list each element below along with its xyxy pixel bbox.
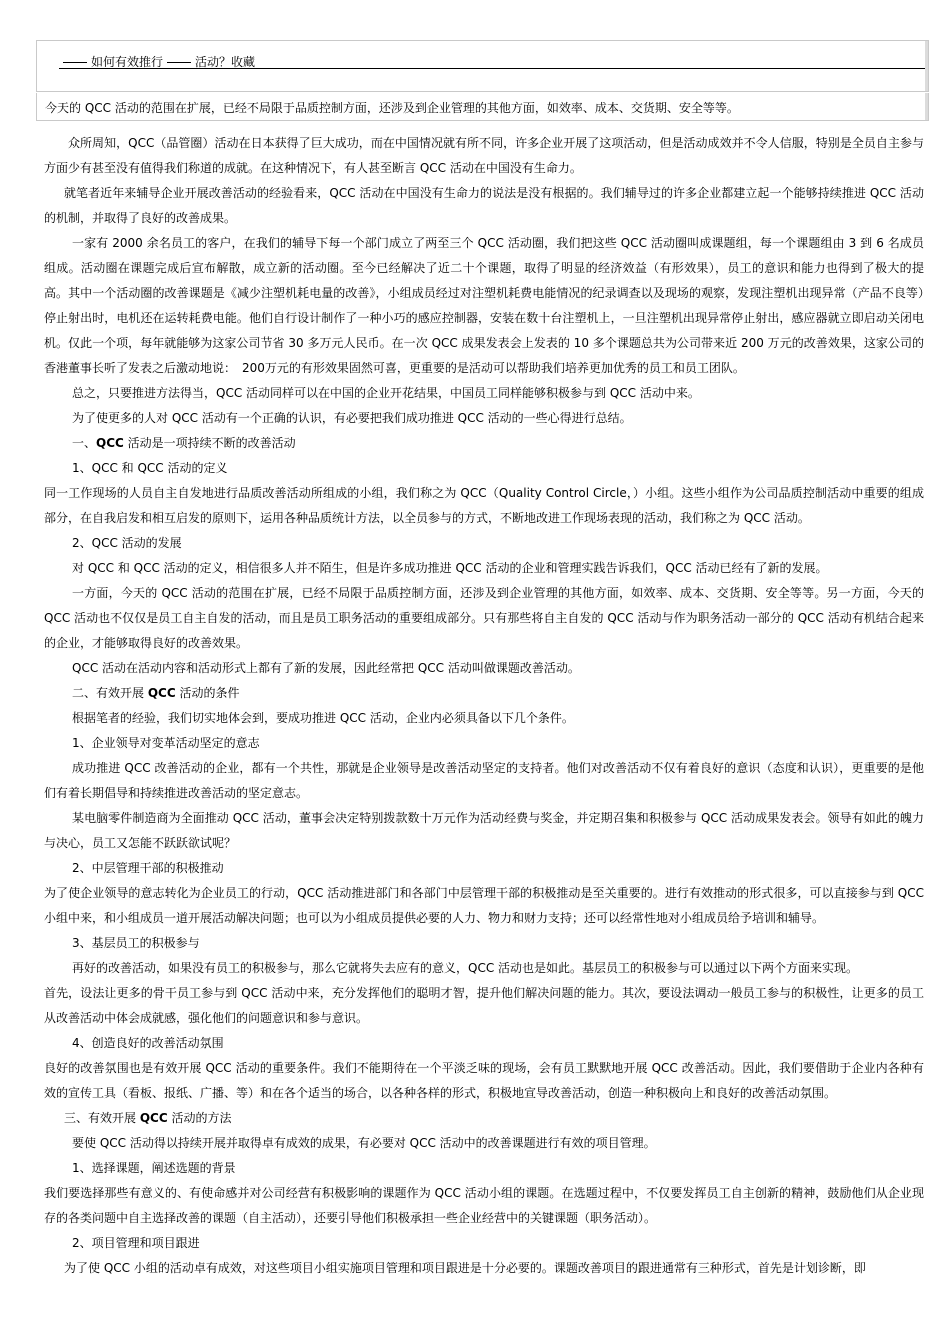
paragraph: 首先，设法让更多的骨干员工参与到 QCC 活动中来，充分发挥他们的聪明才智，提升他们解决问题的能力。其次，要设法调动一般员工参与的积极性，让更多的员工从改善活动中体会成就感，强化他们的问题意识和参与意识。 (44, 986, 924, 1025)
paragraph: 就笔者近年来辅导企业开展改善活动的经验看来，QCC 活动在中国没有生命力的说法是没有根据的。我们辅导过的许多企业都建立起一个能够持续推进 QCC 活动的机制，并取得了良好的改善成果。 (44, 186, 924, 225)
title-part2: 活动？收藏 (195, 55, 256, 69)
scroll-edge (925, 41, 928, 91)
subheading: 3、基层员工的积极参与 (72, 936, 200, 950)
subheading: 4、创造良好的改善活动氛围 (72, 1036, 224, 1050)
subheading: 1、企业领导对变革活动坚定的意志 (72, 736, 260, 750)
subheading: 2、QCC 活动的发展 (72, 536, 182, 550)
paragraph: 众所周知，QCC（品管圈）活动在日本获得了巨大成功，而在中国情况就有所不同，许多企业开展了这项活动，但是活动成效并不令人信服，特别是全员自主参与方面少有甚至没有值得我们称道的成就。在这种情况下，有人甚至断言 QCC 活动在中国没有生命力。 (44, 136, 924, 175)
paragraph: 成功推进 QCC 改善活动的企业，都有一个共性，那就是企业领导是改善活动坚定的支持者。他们对改善活动不仅有着良好的意识（态度和认识），更重要的是他们有着长期倡导和持续推进改善活动的坚定意志。 (44, 761, 924, 800)
paragraph: 我们要选择那些有意义的、有使命感并对公司经营有积极影响的课题作为 QCC 活动小组的课题。在选题过程中，不仅要发挥员工自主创新的精神，鼓励他们从企业现存的各类问题中自主选择改善的课题（自主活动），还要引导他们积极承担一些企业经营中的关键课题（职务活动）。 (44, 1186, 924, 1225)
paragraph: 对 QCC 和 QCC 活动的定义，相信很多人并不陌生，但是许多成功推进 QCC 活动的企业和管理实践告诉我们，QCC 活动已经有了新的发展。 (72, 561, 828, 575)
title-link-gap (63, 62, 87, 63)
paragraph: 同一工作现场的人员自主自发地进行品质改善活动所组成的小组，我们称之为 QCC（Quality Control Circle，）小组。这些小组作为公司品质控制活动中重要的组成部分，在自我启发和相互启发的原则下，运用各种品质统计方法，以全员参与的方式，不断地改进工作现场表现的活动，我们称之为 QCC 活动。 (44, 486, 924, 525)
section-heading-2: 二、有效开展 QCC 活动的条件 (72, 686, 240, 700)
paragraph: 总之，只要推进方法得当，QCC 活动同样可以在中国的企业开花结果，中国员工同样能够积极参与到 QCC 活动中来。 (72, 386, 700, 400)
section-heading-1: 一、QCC 活动是一项持续不断的改善活动 (72, 436, 296, 450)
section-heading-3: 三、有效开展 QCC 活动的方法 (64, 1111, 232, 1125)
scroll-edge (925, 93, 928, 120)
article-body (44, 131, 924, 1281)
paragraph: 再好的改善活动，如果没有员工的积极参与，那么它就将失去应有的意义，QCC 活动也是如此。基层员工的积极参与可以通过以下两个方面来实现。 (72, 961, 859, 975)
paragraph: QCC 活动在活动内容和活动形式上都有了新的发展，因此经常把 QCC 活动叫做课题改善活动。 (72, 661, 580, 675)
title-part1: 如何有效推行 (91, 55, 164, 69)
subheading: 1、选择课题，阐述选题的背景 (72, 1161, 236, 1175)
summary-box (36, 93, 929, 121)
paragraph: 要使 QCC 活动得以持续开展并取得卓有成效的成果，有必要对 QCC 活动中的改善课题进行有效的项目管理。 (72, 1136, 656, 1150)
article-header (36, 40, 929, 92)
header-underline (59, 68, 926, 69)
paragraph: 为了使企业领导的意志转化为企业员工的行动，QCC 活动推进部门和各部门中层管理干部的积极推动是至关重要的。进行有效推动的形式很多，可以直接参与到 QCC 小组中来，和小组成员一道开展活动解决问题；也可以为小组成员提供必要的人力、物力和财力支持；还可以经常性地对小组成员给予培训和辅导。 (44, 886, 924, 925)
subheading: 1、QCC 和 QCC 活动的定义 (72, 461, 228, 475)
paragraph: 一方面，今天的 QCC 活动的范围在扩展，已经不局限于品质控制方面，还涉及到企业管理的其他方面，如效率、成本、交货期、安全等等。另一方面，今天的 QCC 活动也不仅仅是员工自主自发的活动，而且是员工职务活动的重要组成部分。只有那些将自主自发的 QCC 活动与作为职务活动一部分的 QCC 活动有机结合起来的企业，才能够取得良好的改善效果。 (44, 586, 924, 650)
paragraph: 为了使 QCC 小组的活动卓有成效，对这些项目小组实施项目管理和项目跟进是十分必要的。课题改善项目的跟进通常有三种形式，首先是计划诊断，即 (64, 1261, 866, 1275)
paragraph: 根据笔者的经验，我们切实地体会到，要成功推进 QCC 活动，企业内必须具备以下几个条件。 (72, 711, 574, 725)
paragraph: 某电脑零件制造商为全面推动 QCC 活动，董事会决定特别拨款数十万元作为活动经费与奖金，并定期召集和积极参与 QCC 活动成果发表会。领导有如此的魄力与决心，员工又怎能不跃跃欲试呢？ (44, 811, 924, 850)
paragraph: 为了使更多的人对 QCC 活动有一个正确的认识，有必要把我们成功推进 QCC 活动的一些心得进行总结。 (72, 411, 632, 425)
subheading: 2、中层管理干部的积极推动 (72, 861, 224, 875)
title-link-gap (167, 62, 191, 63)
subheading: 2、项目管理和项目跟进 (72, 1236, 200, 1250)
paragraph: 一家有 2000 余名员工的客户，在我们的辅导下每一个部门成立了两至三个 QCC 活动圈，我们把这些 QCC 活动圈叫成课题组，每一个课题组由 3 到 6 名成员组成。活动圈在课题完成后宣布解散，成立新的活动圈。至今已经解决了近二十个课题，取得了明显的经济效益（有形效果），员工的意识和能力也得到了极大的提高。其中一个活动圈的改善课题是《减少注塑机耗电量的改善》，小组成员经过对注塑机耗费电能情况的纪录调查以及现场的观察，发现注塑机出现异常（产品不良等）停止射出时，电机还在运转耗费电能。他们自行设计制作了一种小巧的感应控制器，安装在数十台注塑机上，一旦注塑机出现异常停止射出，感应器就立即启动关闭电机。仅此一个项，每年就能够为这家公司节省 30 多万元人民币。在一次 QCC 成果发表会上发表的 10 多个课题总共为公司带来近 200 万元的改善效果，这家公司的香港董事长听了发表之后激动地说： 200万元的有形效果固然可喜，更重要的是活动可以帮助我们培养更加优秀的员工和员工团队。 (44, 236, 924, 375)
summary-text: 今天的 QCC 活动的范围在扩展，已经不局限于品质控制方面，还涉及到企业管理的其他方面，如效率、成本、交货期、安全等等。 (45, 101, 739, 115)
paragraph: 良好的改善氛围也是有效开展 QCC 活动的重要条件。我们不能期待在一个平淡乏味的现场，会有员工默默地开展 QCC 改善活动。因此，我们要借助于企业内各种有效的宣传工具（看板、报纸、广播、等）和在各个适当的场合，以各种各样的形式，积极地宣导改善活动，创造一种积极向上和良好的改善活动氛围。 (44, 1061, 924, 1100)
